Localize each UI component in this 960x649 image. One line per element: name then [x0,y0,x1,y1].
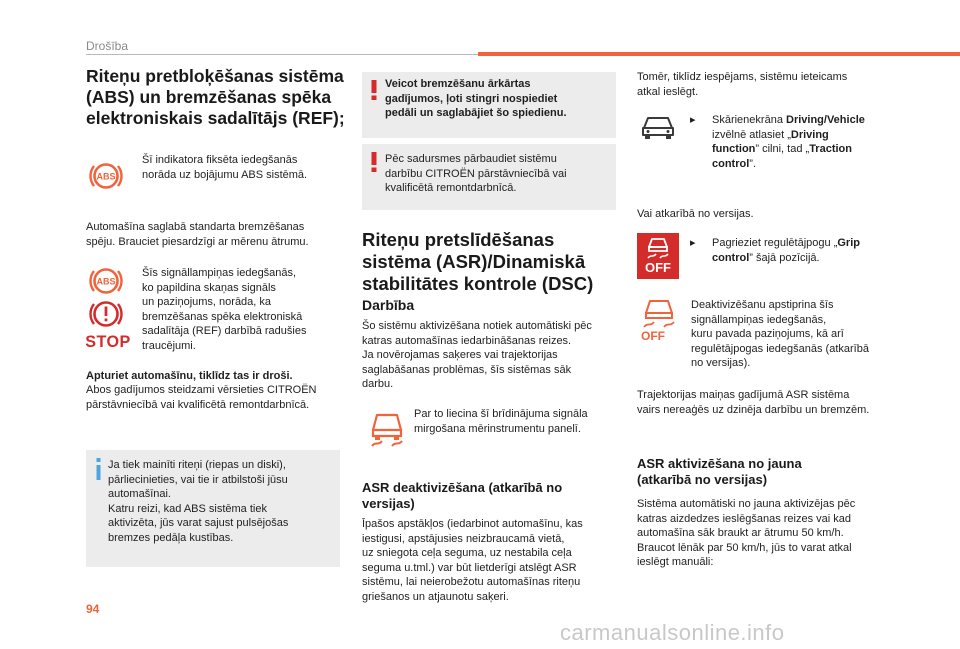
brake-warning-icon [88,296,124,332]
grip-control-symbol [646,237,670,259]
deactivation-text: Īpašos apstākļos (iedarbinot automašīnu, kas iestigusi, apstājusies neizbraucamā vietā, uz sniegota ceļa seguma, uz nestabila ceļa seguma u.tml.) var būt lietderīgi atslēgt ASR sistēmu, lai neierobežotu automašīnas riteņu griešanos un atjaunotu saķeri. [362,518,583,603]
abs-section-title: Riteņu pretbloķēšanas sistēma (ABS) un bremzēšanas spēka elektroniskais sadalītājs (REF); [86,66,345,128]
operation-subtitle: Darbība [362,297,415,313]
touch-option-name-2: control [712,157,750,170]
warning-emergency-text: Veicot bremzēšanu ārkārtas gadījumos, ļoti stingri nospiediet pedāli un saglabājiet šo spiedienu. [385,78,567,119]
touch-menu-name: Driving/Vehicle [786,114,865,126]
grip-control-off-button-icon [637,233,679,279]
warning-collision-text: Pēc sadursmes pārbaudiet sistēmu darbību CITROËN pārstāvniecībā vai kvalificētā remontdarbnīcā. [385,153,567,194]
asr-section-title: Riteņu pretslīdēšanas sistēma (ASR)/Dinamiskā stabilitātes kontrole (DSC) [362,229,594,294]
grip-off-label: OFF [645,260,671,275]
abs-warning-icon-2 [88,263,124,299]
touch-tab-name-2: function [712,143,756,155]
stop-warning-icon: STOP [85,332,131,351]
bullet-grip: ▸ [690,237,696,249]
grip-name-2: control [712,251,750,264]
ref-lamps-text: Šīs signāllampiņas iedegšanās, ko papildina skaņas signāls un paziņojums, norāda, ka bremzēšanas spēka elektroniskā sadalītāja (REF) darbībā radušies traucējumi. [142,267,307,352]
touch-text-1: Skārienekrāna [712,114,786,126]
info-box-text: Ja tiek mainīti riteņi (riepas un diski), pārliecinieties, vai tie ir atbilstoši jūsu automašīnai. Katru reizi, kad ABS sistēma tiek aktivizēta, jūs varat sajust pulsējošas bremzes pedāļa kustības. [108,459,289,544]
watermark: carmanualsonline.info [560,620,785,645]
abs-intro-text: Automašīna saglabā standarta bremzēšanas spēju. Brauciet piesardzīgi ar mērenu ātrumu. [86,221,309,248]
svg-text:ABS: ABS [96,171,116,182]
grip-instruction [712,236,902,265]
or-version-text: Vai atkarībā no versijas. [637,208,754,220]
reactivation-subtitle: ASR aktivizēšana no jauna (atkarībā no versijas) [637,456,802,487]
deactivation-subtitle: ASR deaktivizēšana (atkarībā no versijas) [362,480,563,511]
info-icon [94,458,104,480]
deactivation-confirm-text: Deaktivizēšanu apstiprina šīs signāllampiņas iedegšanās, kuru pavada paziņojums, kā arī regulētājpogas iedegšanās (atkarībā no versijas). [691,299,869,369]
page-number: 94 [86,602,100,616]
grip-text-1: Pagrieziet regulētājpogu „ [712,237,838,249]
touch-text-2: izvēlnē atlasiet „ [712,128,791,141]
section-label: Drošība [86,39,129,53]
warning-exclamation-icon [370,80,378,100]
svg-text:ABS: ABS [96,276,116,287]
touch-tab-name-1: Driving [790,128,829,141]
warning-exclamation-icon-2 [370,152,378,172]
bullet-touchscreen: ▸ [690,114,696,126]
grip-name-1: Grip [837,237,860,249]
touch-option-name-1: Traction [809,143,852,155]
asr-off-lamp-label: OFF [641,329,665,343]
grip-text-2: ” šajā pozīcijā. [749,251,820,264]
touch-text-3: ” cilni, tad „ [755,143,810,155]
header-rule [86,54,478,55]
trajectory-text: Trajektorijas maiņas gadījumā ASR sistēma vairs nereaģēs uz dzinēja darbību un bremzēm. [637,389,870,416]
stop-instruction-text: Abos gadījumos steidzami vērsieties CITROËN pārstāvniecībā vai kvalificētā remontdarbnīcā. [86,384,317,411]
traction-control-icon [368,410,406,448]
reactivation-text: Sistēma automātiski no jauna aktivizējas pēc katras aizdedzes ieslēgšanas reizes vai kad automašīna sāk braukt ar ātrumu 50 km/h. Braucot lēnāk par 50 km/h, jūs to varat atkal ieslēgt manuāli: [637,498,856,568]
touchscreen-instruction [712,113,902,171]
touchscreen-vehicle-icon [640,115,676,141]
abs-indicator-text: Šī indikatora fiksēta iedegšanās norāda uz bojājumu ABS sistēmā. [142,154,308,181]
header-accent-bar [478,52,960,56]
reenable-intro: Tomēr, tiklīdz iespējams, sistēmu ieteicams atkal ieslēgt. [637,71,848,98]
flash-text: Par to liecina šī brīdinājuma signāla mirgošana mērinstrumentu panelī. [414,408,588,435]
operation-text: Šo sistēmu aktivizēšana notiek automātiski pēc katras automašīnas iedarbināšanas reizes. Ja novērojamas saķeres vai trajektorijas saglabāšanas problēmas, šīs sistēmas sāk darbu. [362,320,592,390]
stop-bold-text: Apturiet automašīnu, tiklīdz tas ir droši. [86,370,293,382]
touch-text-4: ”. [749,157,757,170]
abs-warning-icon [88,158,124,194]
